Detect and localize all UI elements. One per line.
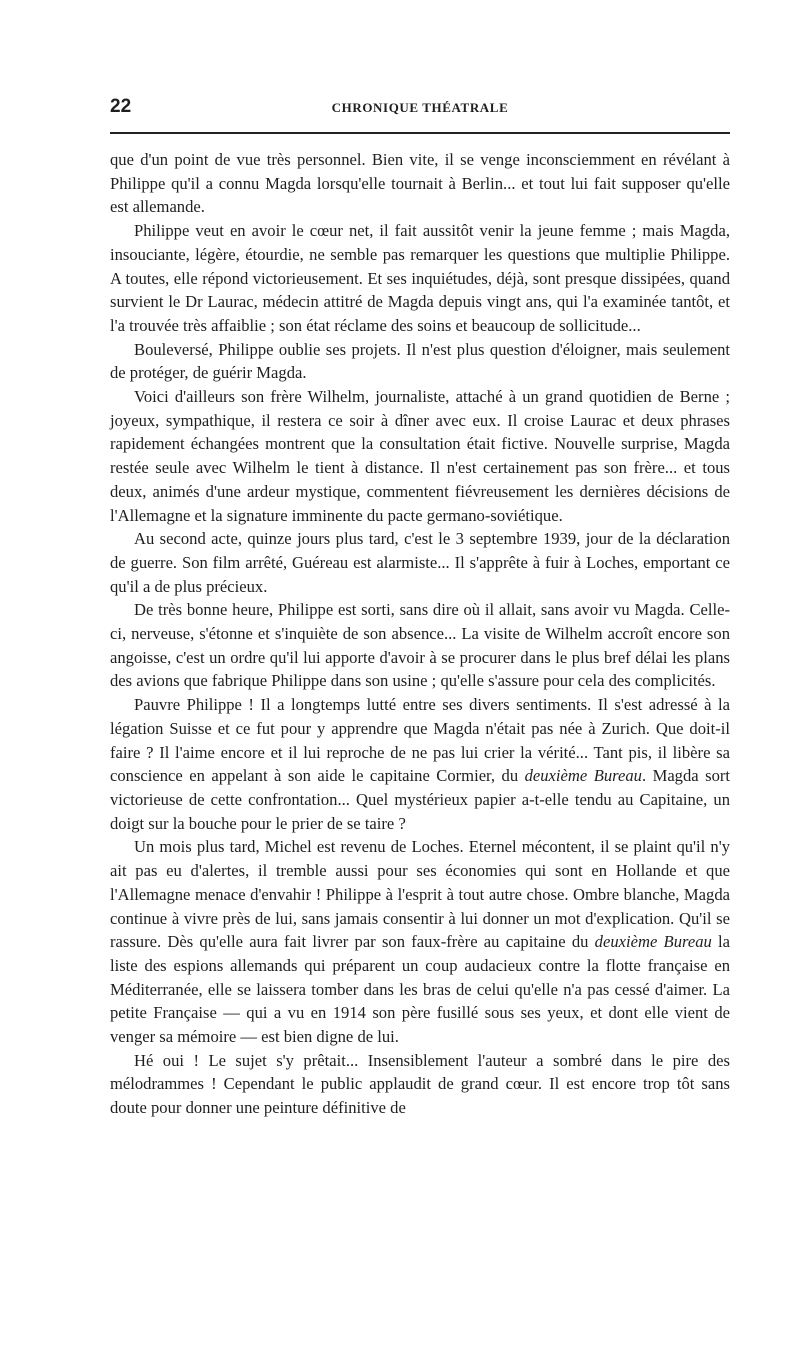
paragraph-text: Pauvre Philippe ! Il a longtemps lutté entre ses divers sentiments. Il s'est adressé à la légation Suisse et ce fut pour y apprendre que Magda n'était pas née à Zurich. Que doit-il faire ? Il l'aime encore et il lui reproche de ne pas lui crier la vérité... Tant pis, il libère sa conscience en appelant à son aide le capitaine Cormier, du	[110, 695, 730, 786]
paragraph	[110, 527, 730, 598]
header-rule	[110, 132, 730, 134]
paragraph	[110, 385, 730, 527]
paragraph-text: la liste des espions allemands qui préparent un coup audacieux contre la flotte française en Méditerranée, elle se laissera tomber dans les bras de celui qu'elle n'a pas cessé d'aimer. La petite Française — qui a vu en 1914 son père fusillé sous ses yeux, et dont elle vient de venger sa mémoire — est bien digne de lui.	[110, 932, 731, 1047]
paragraph-text: . Magda sort victorieuse de cette confrontation... Quel mystérieux papier a-t-elle tendu au Capitaine, un doigt sur la bouche pour le prier de se taire ?	[110, 766, 730, 833]
paragraph	[110, 1049, 730, 1120]
page-header	[110, 96, 730, 128]
paragraph-text: Hé oui ! Le sujet s'y prêtait... Insensiblement l'auteur a sombré dans le pire des mélodrammes ! Cependant le public applaudit de grand cœur. Il est encore trop tôt sans doute pour donner une peinture définitive de	[110, 1050, 730, 1118]
body-text	[110, 148, 730, 1120]
paragraph-text: De très bonne heure, Philippe est sorti, sans dire où il allait, sans avoir vu Magda. Celle-ci, nerveuse, s'étonne et s'inquiète de son absence... La visite de Wilhelm accroît encore son angoisse, c'est un ordre qu'il lui apporte d'avoir à se procurer dans le plus bref délai les plans des avions que fabrique Philippe dans son usine ; qu'elle s'assure pour cela des complicités.	[110, 600, 730, 691]
paragraph-text: Au second acte, quinze jours plus tard, c'est le 3 septembre 1939, jour de la déclaration de guerre. Son film arrêté, Guéreau est alarmiste... Il s'apprête à fuir à Loches, emportant ce qu'il a de plus précieux.	[110, 529, 730, 596]
italic-text: deuxième Bureau	[594, 932, 712, 952]
page-number: 22	[110, 96, 132, 117]
paragraph	[110, 693, 730, 835]
paragraph	[110, 148, 730, 219]
document-page	[110, 96, 730, 1120]
italic-text: deuxième Bureau	[524, 766, 642, 786]
paragraph	[110, 338, 730, 385]
paragraph-text: que d'un point de vue très personnel. Bien vite, il se venge inconsciemment en révélant à Philippe qu'il a connu Magda lorsqu'elle tournait à Berlin... et tout lui fait supposer qu'elle est allemande.	[110, 150, 730, 217]
paragraph-text: Philippe veut en avoir le cœur net, il fait aussitôt venir la jeune femme ; mais Magda, insouciante, légère, étourdie, ne semble pas remarquer les questions que multiplie Philippe. A toutes, elle répond victorieusement. Et ses inquiétudes, déjà, sont presque dissipées, quand survient le Dr Laurac, médecin attitré de Magda depuis vingt ans, qui l'a examinée tantôt, et l'a trouvée très affaiblie ; son état réclame des soins et beaucoup de sollicitude...	[110, 221, 730, 335]
paragraph-text: Un mois plus tard, Michel est revenu de Loches. Eternel mécontent, il se plaint qu'il n'y ait pas eu d'alertes, il tremble aussi pour ses économies qui sont en Hollande et que l'Allemagne menace d'envahir ! Philippe à l'esprit à tout autre chose. Ombre blanche, Magda continue à vivre près de lui, sans jamais consentir à lui donner un mot d'explication. Qu'il se rassure. Dès qu'elle aura fait livrer par son faux-frère au capitaine du	[110, 837, 730, 952]
running-title: CHRONIQUE THÉATRALE	[331, 100, 509, 115]
paragraph-text: Voici d'ailleurs son frère Wilhelm, journaliste, attaché à un grand quotidien de Berne ; joyeux, sympathique, il restera ce soir à dîner avec eux. Il croise Laurac et deux phrases rapidement échangées montrent que la consultation était fictive. Nouvelle surprise, Magda restée seule avec Wilhelm le tient à distance. Il n'est certainement pas son frère... et tous deux, animés d'une ardeur mystique, commentent fiévreusement les dernières décisions de l'Allemagne et la signature imminente du pacte germano-soviétique.	[110, 387, 730, 525]
paragraph	[110, 598, 730, 693]
paragraph-text: Bouleversé, Philippe oublie ses projets. Il n'est plus question d'éloigner, mais seulement de protéger, de guérir Magda.	[110, 339, 730, 383]
paragraph	[110, 835, 730, 1048]
paragraph	[110, 219, 730, 338]
